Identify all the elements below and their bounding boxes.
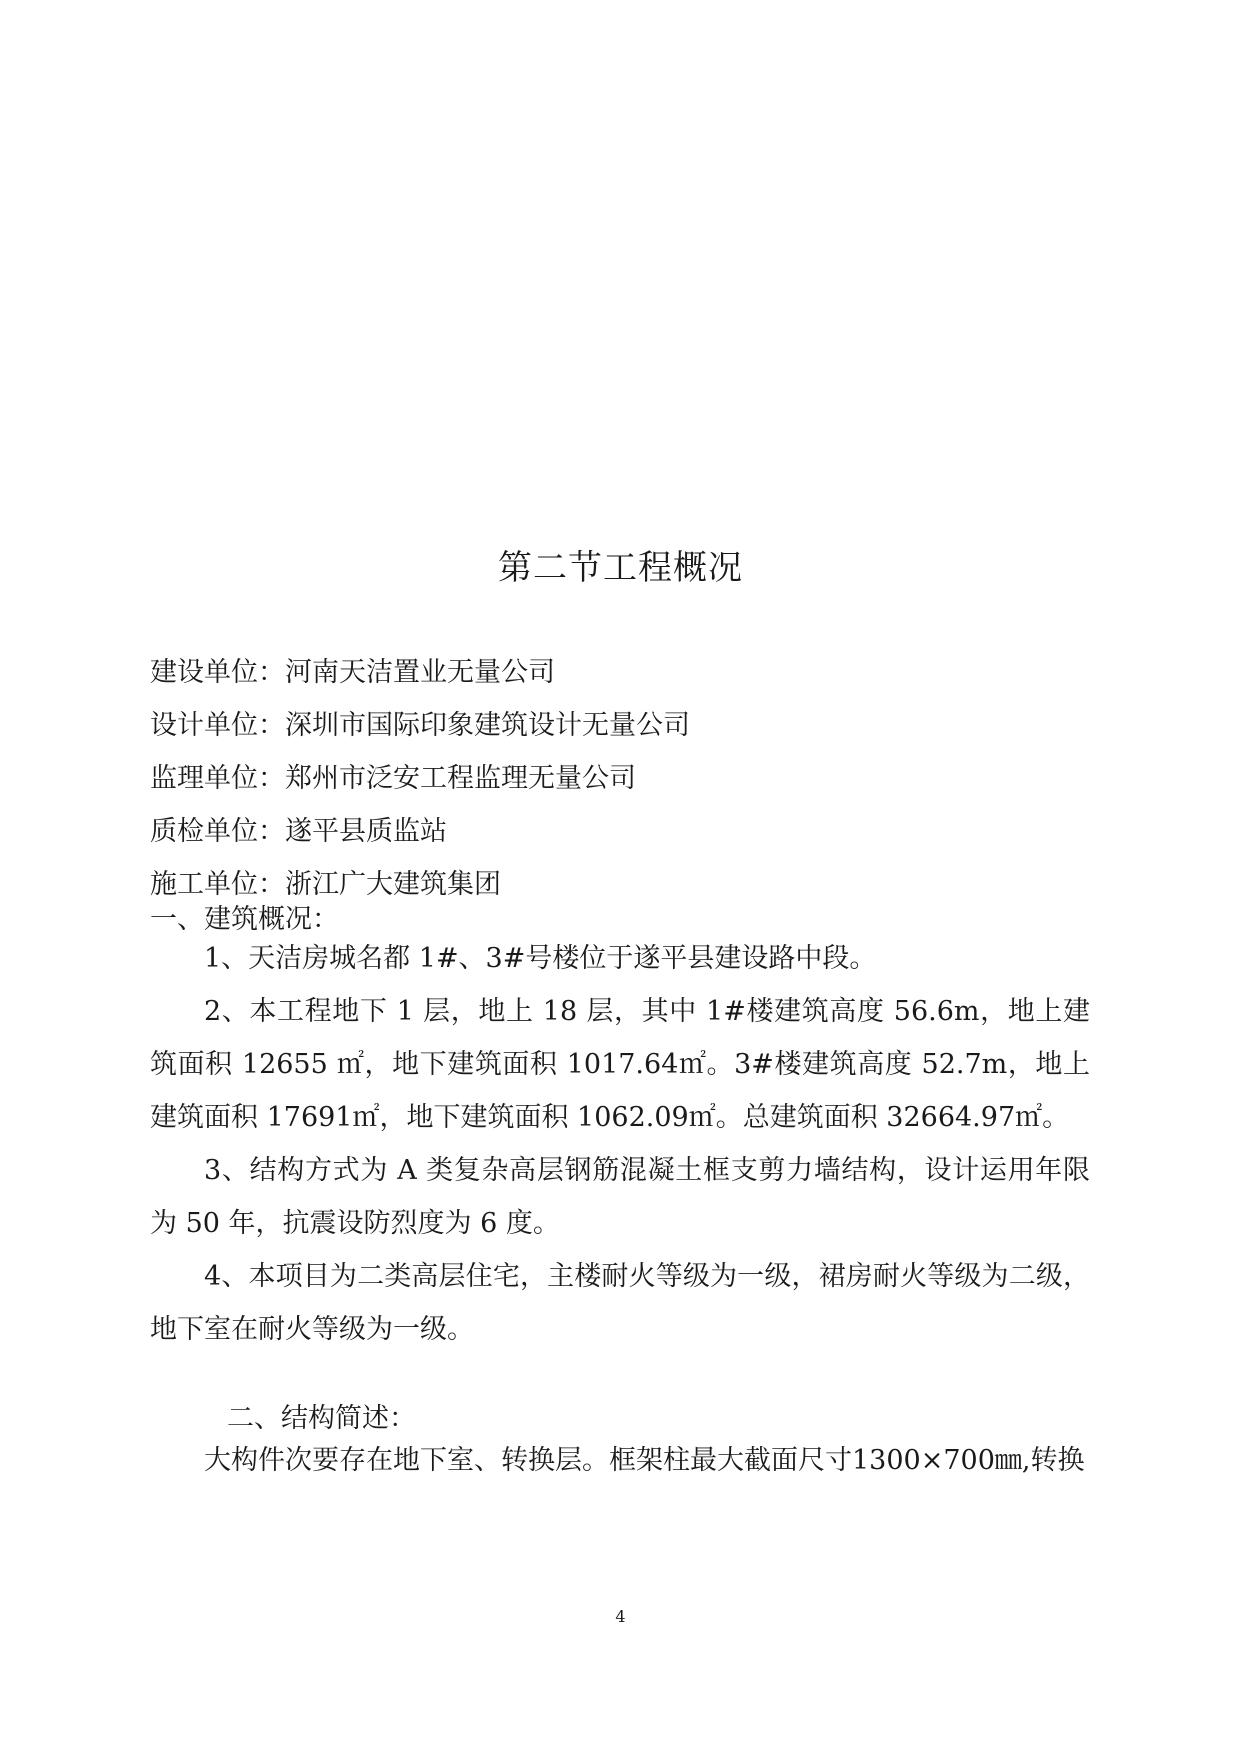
paragraph-floors-area: 2、本工程地下 1 层，地上 18 层，其中 1#楼建筑高度 56.6m，地上建筑面积 12655 ㎡，地下建筑面积 1017.64㎡。3#楼建筑高度 52.7m，地上建筑面积 17691㎡，地下建筑面积 1062.09㎡。总建筑面积 32664.97㎡。 bbox=[150, 996, 1090, 1133]
unit-value: 郑州市泛安工程监理无量公司 bbox=[285, 763, 636, 794]
unit-value: 河南天洁置业无量公司 bbox=[285, 657, 555, 688]
page-number: 4 bbox=[615, 1607, 626, 1626]
unit-row-supervision bbox=[150, 761, 1090, 814]
unit-list bbox=[150, 655, 1090, 920]
section-heading-structure: 二、结构简述： bbox=[227, 1403, 416, 1434]
page-title: 第二节工程概况 bbox=[498, 548, 743, 588]
unit-value: 深圳市国际印象建筑设计无量公司 bbox=[285, 710, 690, 741]
paragraph-fire-rating: 4、本项目为二类高层住宅，主楼耐火等级为一级，裙房耐火等级为二级，地下室在耐火等级为一级。 bbox=[150, 1261, 1090, 1345]
paragraph-location: 1、天洁房城名都 1#、3#号楼位于遂平县建设路中段。 bbox=[204, 943, 877, 974]
section-heading-architecture: 一、建筑概况： bbox=[150, 904, 339, 935]
unit-value: 遂平县质监站 bbox=[285, 816, 447, 847]
paragraph-structure-summary: 大构件次要存在地下室、转换层。框架柱最大截面尺寸1300×700㎜,转换 bbox=[204, 1445, 1085, 1476]
unit-label: 设计单位： bbox=[150, 710, 285, 741]
unit-row-construction bbox=[150, 655, 1090, 708]
unit-value: 浙江广大建筑集团 bbox=[285, 869, 501, 900]
unit-row-quality bbox=[150, 814, 1090, 867]
unit-label: 质检单位： bbox=[150, 816, 285, 847]
unit-label: 施工单位： bbox=[150, 869, 285, 900]
unit-label: 监理单位： bbox=[150, 763, 285, 794]
unit-label: 建设单位： bbox=[150, 657, 285, 688]
unit-row-design bbox=[150, 708, 1090, 761]
paragraph-structure: 3、结构方式为 A 类复杂高层钢筋混凝土框支剪力墙结构，设计运用年限为 50 年，抗震设防烈度为 6 度。 bbox=[150, 1155, 1090, 1239]
